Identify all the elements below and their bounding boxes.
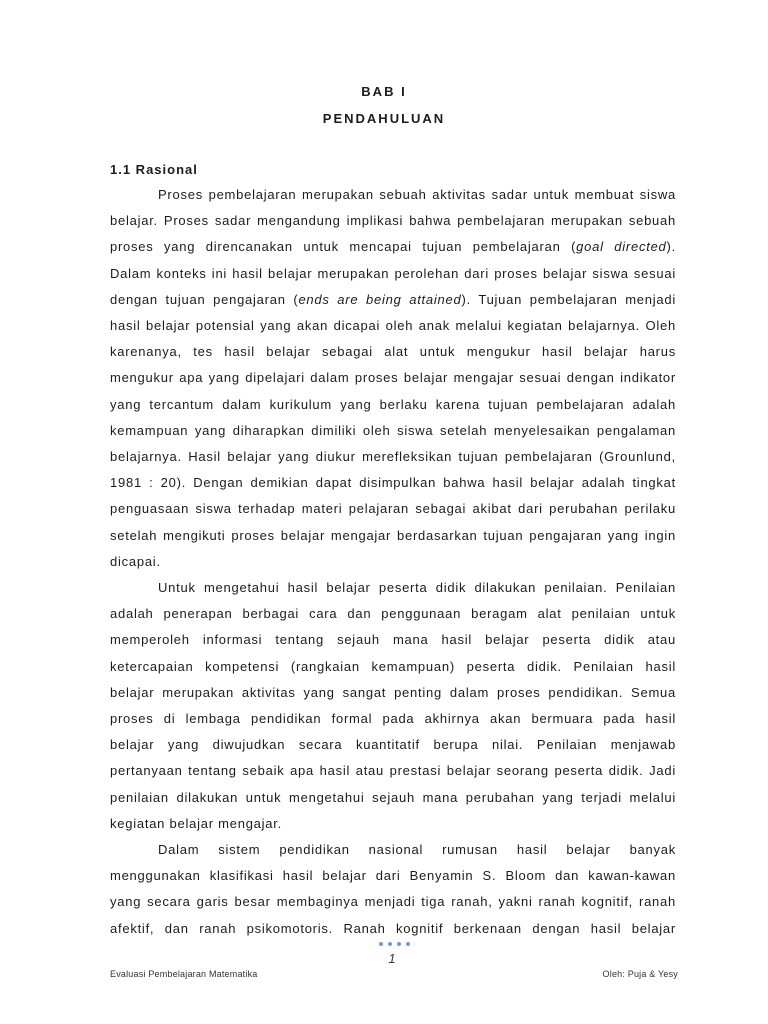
paragraph-line [110, 894, 676, 910]
line-text: afektif, dan ranah psikomotoris. Ranah kognitif berkenaan dengan hasil belajar [110, 920, 676, 936]
paragraph-line [110, 213, 676, 229]
line-text: yang tercantum dalam kurikulum yang berlaku karena tujuan pembelajaran adalah [110, 396, 676, 412]
paragraph-line [110, 606, 676, 622]
line-text: hasil belajar potensial yang akan dicapai oleh anak melalui kegiatan belajarnya. Oleh [110, 318, 676, 333]
line-text: Dalam konteks ini hasil belajar merupakan perolehan dari proses belajar siswa sesuai [110, 265, 676, 281]
line-text: proses yang direncanakan untuk mencapai tujuan pembelajaran ( [110, 239, 577, 255]
paragraph-line [110, 266, 676, 282]
paragraph-line [110, 632, 676, 648]
line-text: pertanyaan tentang sebaik apa hasil atau prestasi belajar seorang peserta didik. Jadi [110, 763, 676, 779]
paragraph-line [110, 737, 676, 753]
line-text: kemampuan yang diharapkan dimiliki oleh siswa setelah menyelesaikan pengalaman [110, 422, 676, 438]
paragraph-line [158, 842, 676, 858]
line-text: ). [666, 239, 676, 255]
line-text: kegiatan belajar mengajar. [110, 815, 282, 831]
line-text: dengan tujuan pengajaran ( [110, 291, 299, 307]
paragraph-line [110, 344, 676, 360]
paragraph-line [158, 580, 676, 596]
italic-term: goal directed [576, 239, 667, 255]
paragraph-line [110, 475, 676, 491]
paragraph-line [110, 868, 676, 884]
footer-left: Evaluasi Pembelajaran Matematika [110, 969, 258, 979]
line-text: penguasaan siswa terhadap materi pelajaran sebagai akibat dari perubahan perilaku [110, 501, 676, 517]
line-text: karenanya, tes hasil belajar sebagai alat untuk mengukur hasil belajar harus [110, 344, 676, 360]
ornament-dot [388, 942, 392, 946]
paragraph-line [110, 318, 676, 334]
line-text: adalah penerapan berbagai cara dan penggunaan beragam alat penilaian untuk [110, 606, 676, 622]
paragraph-line [110, 370, 676, 386]
line-text: Untuk mengetahui hasil belajar peserta didik dilakukan penilaian. Penilaian [158, 580, 676, 595]
paragraph-line [110, 921, 676, 937]
paragraph-line [110, 763, 676, 779]
line-text: penilaian dilakukan untuk mengetahui sejauh mana perubahan yang terjadi melalui [110, 789, 676, 805]
line-text: belajar. Proses sadar mengandung implikasi bahwa pembelajaran merupakan sebuah [110, 213, 676, 229]
line-text: yang secara garis besar membaginya menjadi tiga ranah, yakni ranah kognitif, ranah [110, 894, 676, 910]
section-heading: 1.1 Rasional [110, 162, 198, 177]
paragraph-line [110, 239, 676, 255]
ornament-dot [379, 942, 383, 946]
paragraph-line [110, 501, 676, 517]
chapter-number: BAB I [361, 84, 407, 99]
italic-term: ends are being attained [298, 291, 462, 307]
ornament-dot [397, 942, 401, 946]
line-text: dicapai. [110, 553, 161, 569]
line-text: memperoleh informasi tentang sejauh mana hasil belajar peserta didik atau [110, 632, 676, 648]
paragraph-line [110, 711, 676, 727]
paragraph-line [110, 528, 676, 544]
line-text: menggunakan klasifikasi hasil belajar dari Benyamin S. Bloom dan kawan-kawan [110, 868, 676, 884]
line-text: 1981 : 20). Dengan demikian dapat disimpulkan bahwa hasil belajar adalah tingkat [110, 475, 676, 491]
paragraph-line [110, 292, 676, 308]
chapter-title: PENDAHULUAN [322, 111, 446, 126]
line-text: belajarnya. Hasil belajar yang diukur merefleksikan tujuan pembelajaran (Grounlund, [110, 449, 676, 464]
ornament-dot [406, 942, 410, 946]
paragraph-line [110, 423, 676, 439]
paragraph-line [110, 397, 676, 413]
footer-right: Oleh: Puja & Yesy [602, 969, 678, 979]
paragraph-line [110, 659, 676, 675]
paragraph-line [110, 685, 676, 701]
page-number-ornament [379, 942, 410, 946]
paragraph-line [110, 554, 676, 570]
line-text: ketercapaian kompetensi (rangkaian kemampuan) peserta didik. Penilaian hasil [110, 658, 676, 674]
paragraph-line [158, 187, 676, 203]
line-text: belajar yang diwujudkan secara kuantitatif berupa nilai. Penilaian menjawab [110, 737, 676, 753]
line-text: ). Tujuan pembelajaran menjadi [461, 291, 676, 307]
line-text: belajar merupakan aktivitas yang sangat penting dalam proses pendidikan. Semua [110, 684, 676, 700]
line-text: setelah mengikuti proses belajar mengajar berdasarkan tujuan pengajaran yang ingin [110, 527, 676, 543]
paragraph-line [110, 449, 676, 465]
line-text: Dalam sistem pendidikan nasional rumusan hasil belajar banyak [158, 842, 676, 857]
page-number: 1 [388, 951, 396, 966]
paragraph-line [110, 790, 676, 806]
line-text: mengukur apa yang dipelajari dalam proses belajar mengajar sesuai dengan indikator [110, 370, 676, 386]
paragraph-line [110, 816, 676, 832]
line-text: proses di lembaga pendidikan formal pada akhirnya akan bermuara pada hasil [110, 711, 676, 726]
line-text: Proses pembelajaran merupakan sebuah aktivitas sadar untuk membuat siswa [158, 187, 676, 202]
